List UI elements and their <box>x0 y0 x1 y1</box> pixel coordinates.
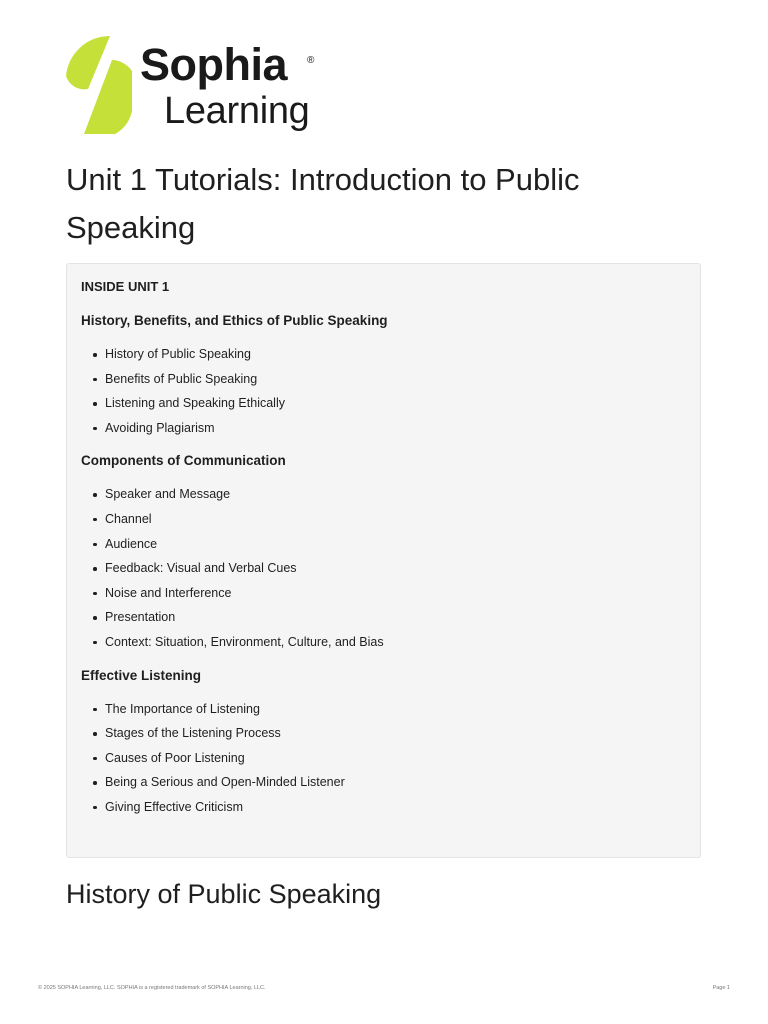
list-item: Avoiding Plagiarism <box>81 416 686 441</box>
logo-word-sophia: Sophia <box>140 39 288 90</box>
group-heading-history: History, Benefits, and Ethics of Public Speaking <box>81 313 388 328</box>
list-item: History of Public Speaking <box>81 342 686 367</box>
list-item: Being a Serious and Open-Minded Listener <box>81 770 686 795</box>
footer-page-number: Page 1 <box>712 985 730 991</box>
sophia-logo-icon <box>66 36 132 134</box>
group-heading-communication: Components of Communication <box>81 453 286 469</box>
logo-word-learning: Learning <box>164 90 310 132</box>
list-item: Benefits of Public Speaking <box>81 367 686 392</box>
list-item: Feedback: Visual and Verbal Cues <box>81 556 686 581</box>
sophia-learning-logo <box>66 36 328 136</box>
list-item: Listening and Speaking Ethically <box>81 391 686 416</box>
group-list-history <box>81 342 686 440</box>
list-item: Audience <box>81 532 686 557</box>
section-heading: History of Public Speaking <box>66 879 382 909</box>
list-item: The Importance of Listening <box>81 697 686 722</box>
group-heading-listening: Effective Listening <box>81 667 202 683</box>
list-item: Stages of the Listening Process <box>81 721 686 746</box>
page-title: Unit 1 Tutorials: Introduction to Public Speaking <box>66 162 580 245</box>
footer-copyright: © 2025 SOPHIA Learning, LLC. SOPHIA is a registered trademark of SOPHIA Learning, LLC. <box>38 985 266 991</box>
unit-label: INSIDE UNIT 1 <box>81 279 170 294</box>
registered-mark: ® <box>307 55 315 66</box>
list-item: Speaker and Message <box>81 482 686 507</box>
group-list-communication <box>81 482 686 654</box>
group-list-listening <box>81 697 686 820</box>
list-item: Giving Effective Criticism <box>81 795 686 820</box>
unit-contents-box <box>66 263 701 858</box>
list-item: Channel <box>81 507 686 532</box>
list-item: Context: Situation, Environment, Culture, and Bias <box>81 630 686 655</box>
list-item: Causes of Poor Listening <box>81 746 686 771</box>
list-item: Noise and Interference <box>81 581 686 606</box>
list-item: Presentation <box>81 605 686 630</box>
